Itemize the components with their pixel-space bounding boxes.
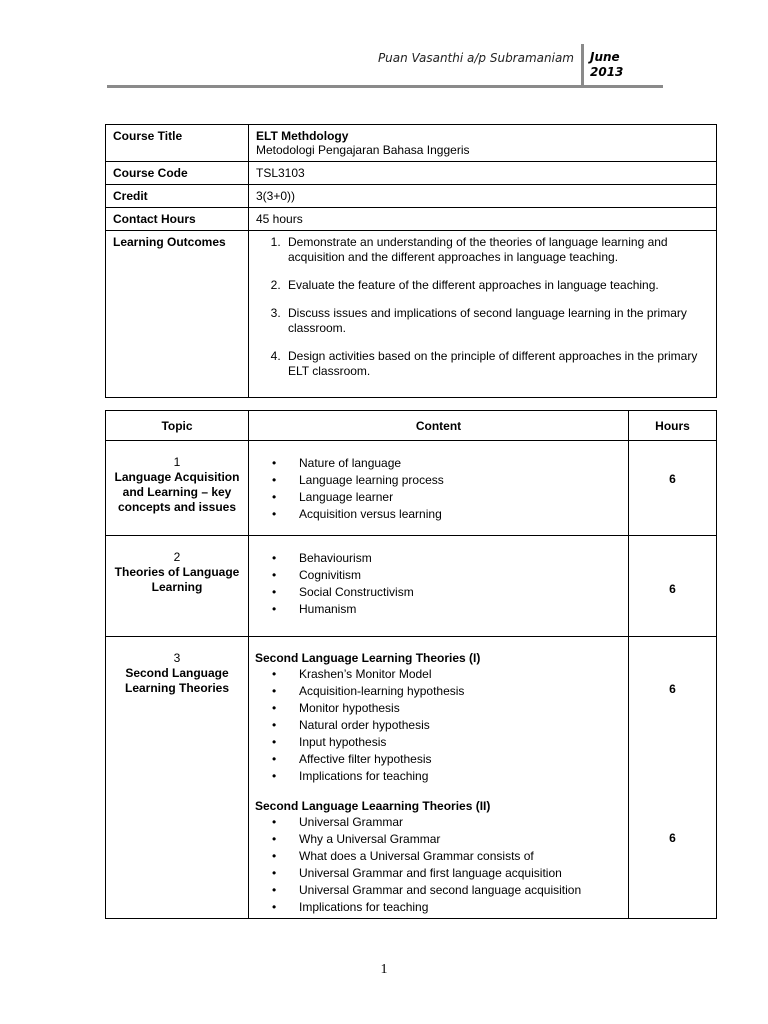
bullet-icon: • xyxy=(272,701,277,715)
hours-value: 6 xyxy=(669,582,676,596)
outcome-item: 1. Demonstrate an understanding of the theories of language learning and acquisition and the different approaches in language teaching. xyxy=(284,235,709,265)
list-item: • Why a Universal Grammar xyxy=(272,832,441,846)
course-info-table xyxy=(105,124,717,398)
content-list xyxy=(249,550,628,618)
course-title-label: Course Title xyxy=(106,125,249,162)
bullet-icon: • xyxy=(272,568,277,582)
list-item: • Affective filter hypothesis xyxy=(272,752,432,766)
list-item: • Cognivitism xyxy=(272,568,362,582)
contact-hours-value: 45 hours xyxy=(249,208,717,231)
topic-cell xyxy=(106,637,249,919)
list-item: • Behaviourism xyxy=(272,551,372,565)
topic-row-2 xyxy=(106,536,717,637)
hours-value: 6 xyxy=(669,831,676,845)
page-header xyxy=(0,0,768,100)
list-item: • Implications for teaching xyxy=(272,769,429,783)
section-heading: Second Language Learning Theories (I) xyxy=(255,651,481,665)
bullet-icon: • xyxy=(272,551,277,565)
list-item: • Implications for teaching xyxy=(272,900,429,914)
list-item: • Humanism xyxy=(272,602,357,616)
header-date-year: 2013 xyxy=(590,65,624,79)
bullet-icon: • xyxy=(272,456,277,470)
hours-value: 6 xyxy=(669,472,676,486)
bullet-icon: • xyxy=(272,585,277,599)
bullet-icon: • xyxy=(272,473,277,487)
header-divider-vertical xyxy=(581,44,584,88)
bullet-icon: • xyxy=(272,900,277,914)
bullet-icon: • xyxy=(272,849,277,863)
bullet-icon: • xyxy=(272,684,277,698)
topic-title: Language Acquisition and Learning – key concepts and issues xyxy=(114,470,240,514)
content-cell xyxy=(249,637,629,919)
learning-outcomes-list xyxy=(256,235,709,379)
header-date-month: June xyxy=(590,50,620,64)
list-item: • Social Constructivism xyxy=(272,585,414,599)
course-title-main: ELT Methdology xyxy=(256,129,349,143)
outcome-item: 3. Discuss issues and implications of second language learning in the primary classroom. xyxy=(284,306,709,336)
content-list xyxy=(249,814,628,916)
topic-row-1 xyxy=(106,441,717,536)
hours-column-header: Hours xyxy=(629,411,717,441)
list-item: • Universal Grammar and first language acquisition xyxy=(272,866,562,880)
bullet-icon: • xyxy=(272,718,277,732)
row-learning-outcomes xyxy=(106,231,717,398)
bullet-icon: • xyxy=(272,507,277,521)
topic-title: Second Language Learning Theories xyxy=(124,666,230,695)
outcome-item: 2. Evaluate the feature of the different approaches in language teaching. xyxy=(284,278,709,293)
bullet-icon: • xyxy=(272,883,277,897)
topics-header-row xyxy=(106,411,717,441)
list-item: • Input hypothesis xyxy=(272,735,387,749)
bullet-icon: • xyxy=(272,752,277,766)
header-date xyxy=(590,50,623,80)
bullet-icon: • xyxy=(272,735,277,749)
content-cell xyxy=(249,441,629,536)
course-title-value xyxy=(249,125,717,162)
bullet-icon: • xyxy=(272,769,277,783)
course-code-value: TSL3103 xyxy=(249,162,717,185)
list-item: • Natural order hypothesis xyxy=(272,718,430,732)
list-item: • Universal Grammar and second language acquisition xyxy=(272,883,582,897)
outcome-item: 4. Design activities based on the principle of different approaches in the primary ELT classroom. xyxy=(284,349,709,379)
bullet-icon: • xyxy=(272,667,277,681)
list-item: • Language learning process xyxy=(272,473,444,487)
course-title-sub: Metodologi Pengajaran Bahasa Inggeris xyxy=(256,143,470,157)
bullet-icon: • xyxy=(272,602,277,616)
learning-outcomes-value xyxy=(249,231,717,398)
header-author: Puan Vasanthi a/p Subramaniam xyxy=(377,51,574,65)
credit-value: 3(3+0)) xyxy=(249,185,717,208)
topic-number: 2 xyxy=(173,550,181,564)
hours-value: 6 xyxy=(669,682,676,696)
bullet-icon: • xyxy=(272,490,277,504)
learning-outcomes-label: Learning Outcomes xyxy=(106,231,249,398)
page-number: 1 xyxy=(380,962,388,977)
content-column-header: Content xyxy=(249,411,629,441)
list-item: • Language learner xyxy=(272,490,394,504)
bullet-icon: • xyxy=(272,815,277,829)
header-divider-horizontal xyxy=(107,85,663,88)
list-item: • Nature of language xyxy=(272,456,402,470)
topic-cell xyxy=(106,536,249,637)
list-item: • Universal Grammar xyxy=(272,815,404,829)
row-credit xyxy=(106,185,717,208)
content-list xyxy=(249,455,628,523)
credit-label: Credit xyxy=(106,185,249,208)
hours-cell xyxy=(629,637,717,919)
row-contact-hours xyxy=(106,208,717,231)
course-code-label: Course Code xyxy=(106,162,249,185)
bullet-icon: • xyxy=(272,866,277,880)
list-item: • Acquisition-learning hypothesis xyxy=(272,684,465,698)
hours-cell xyxy=(629,441,717,536)
list-item: • Acquisition versus learning xyxy=(272,507,442,521)
topic-column-header: Topic xyxy=(106,411,249,441)
list-item: • Krashen’s Monitor Model xyxy=(272,667,432,681)
list-item: • Monitor hypothesis xyxy=(272,701,400,715)
topic-number: 1 xyxy=(173,455,181,469)
hours-cell xyxy=(629,536,717,637)
topic-row-3 xyxy=(106,637,717,919)
content-cell xyxy=(249,536,629,637)
section-heading: Second Language Leaarning Theories (II) xyxy=(255,799,491,813)
row-course-code xyxy=(106,162,717,185)
contact-hours-label: Contact Hours xyxy=(106,208,249,231)
bullet-icon: • xyxy=(272,832,277,846)
content-list xyxy=(249,666,628,785)
topic-number: 3 xyxy=(173,651,181,665)
row-course-title xyxy=(106,125,717,162)
list-item: • What does a Universal Grammar consists of xyxy=(272,849,534,863)
topics-table xyxy=(105,410,717,919)
topic-title: Theories of Language Learning xyxy=(114,565,240,594)
topic-cell xyxy=(106,441,249,536)
